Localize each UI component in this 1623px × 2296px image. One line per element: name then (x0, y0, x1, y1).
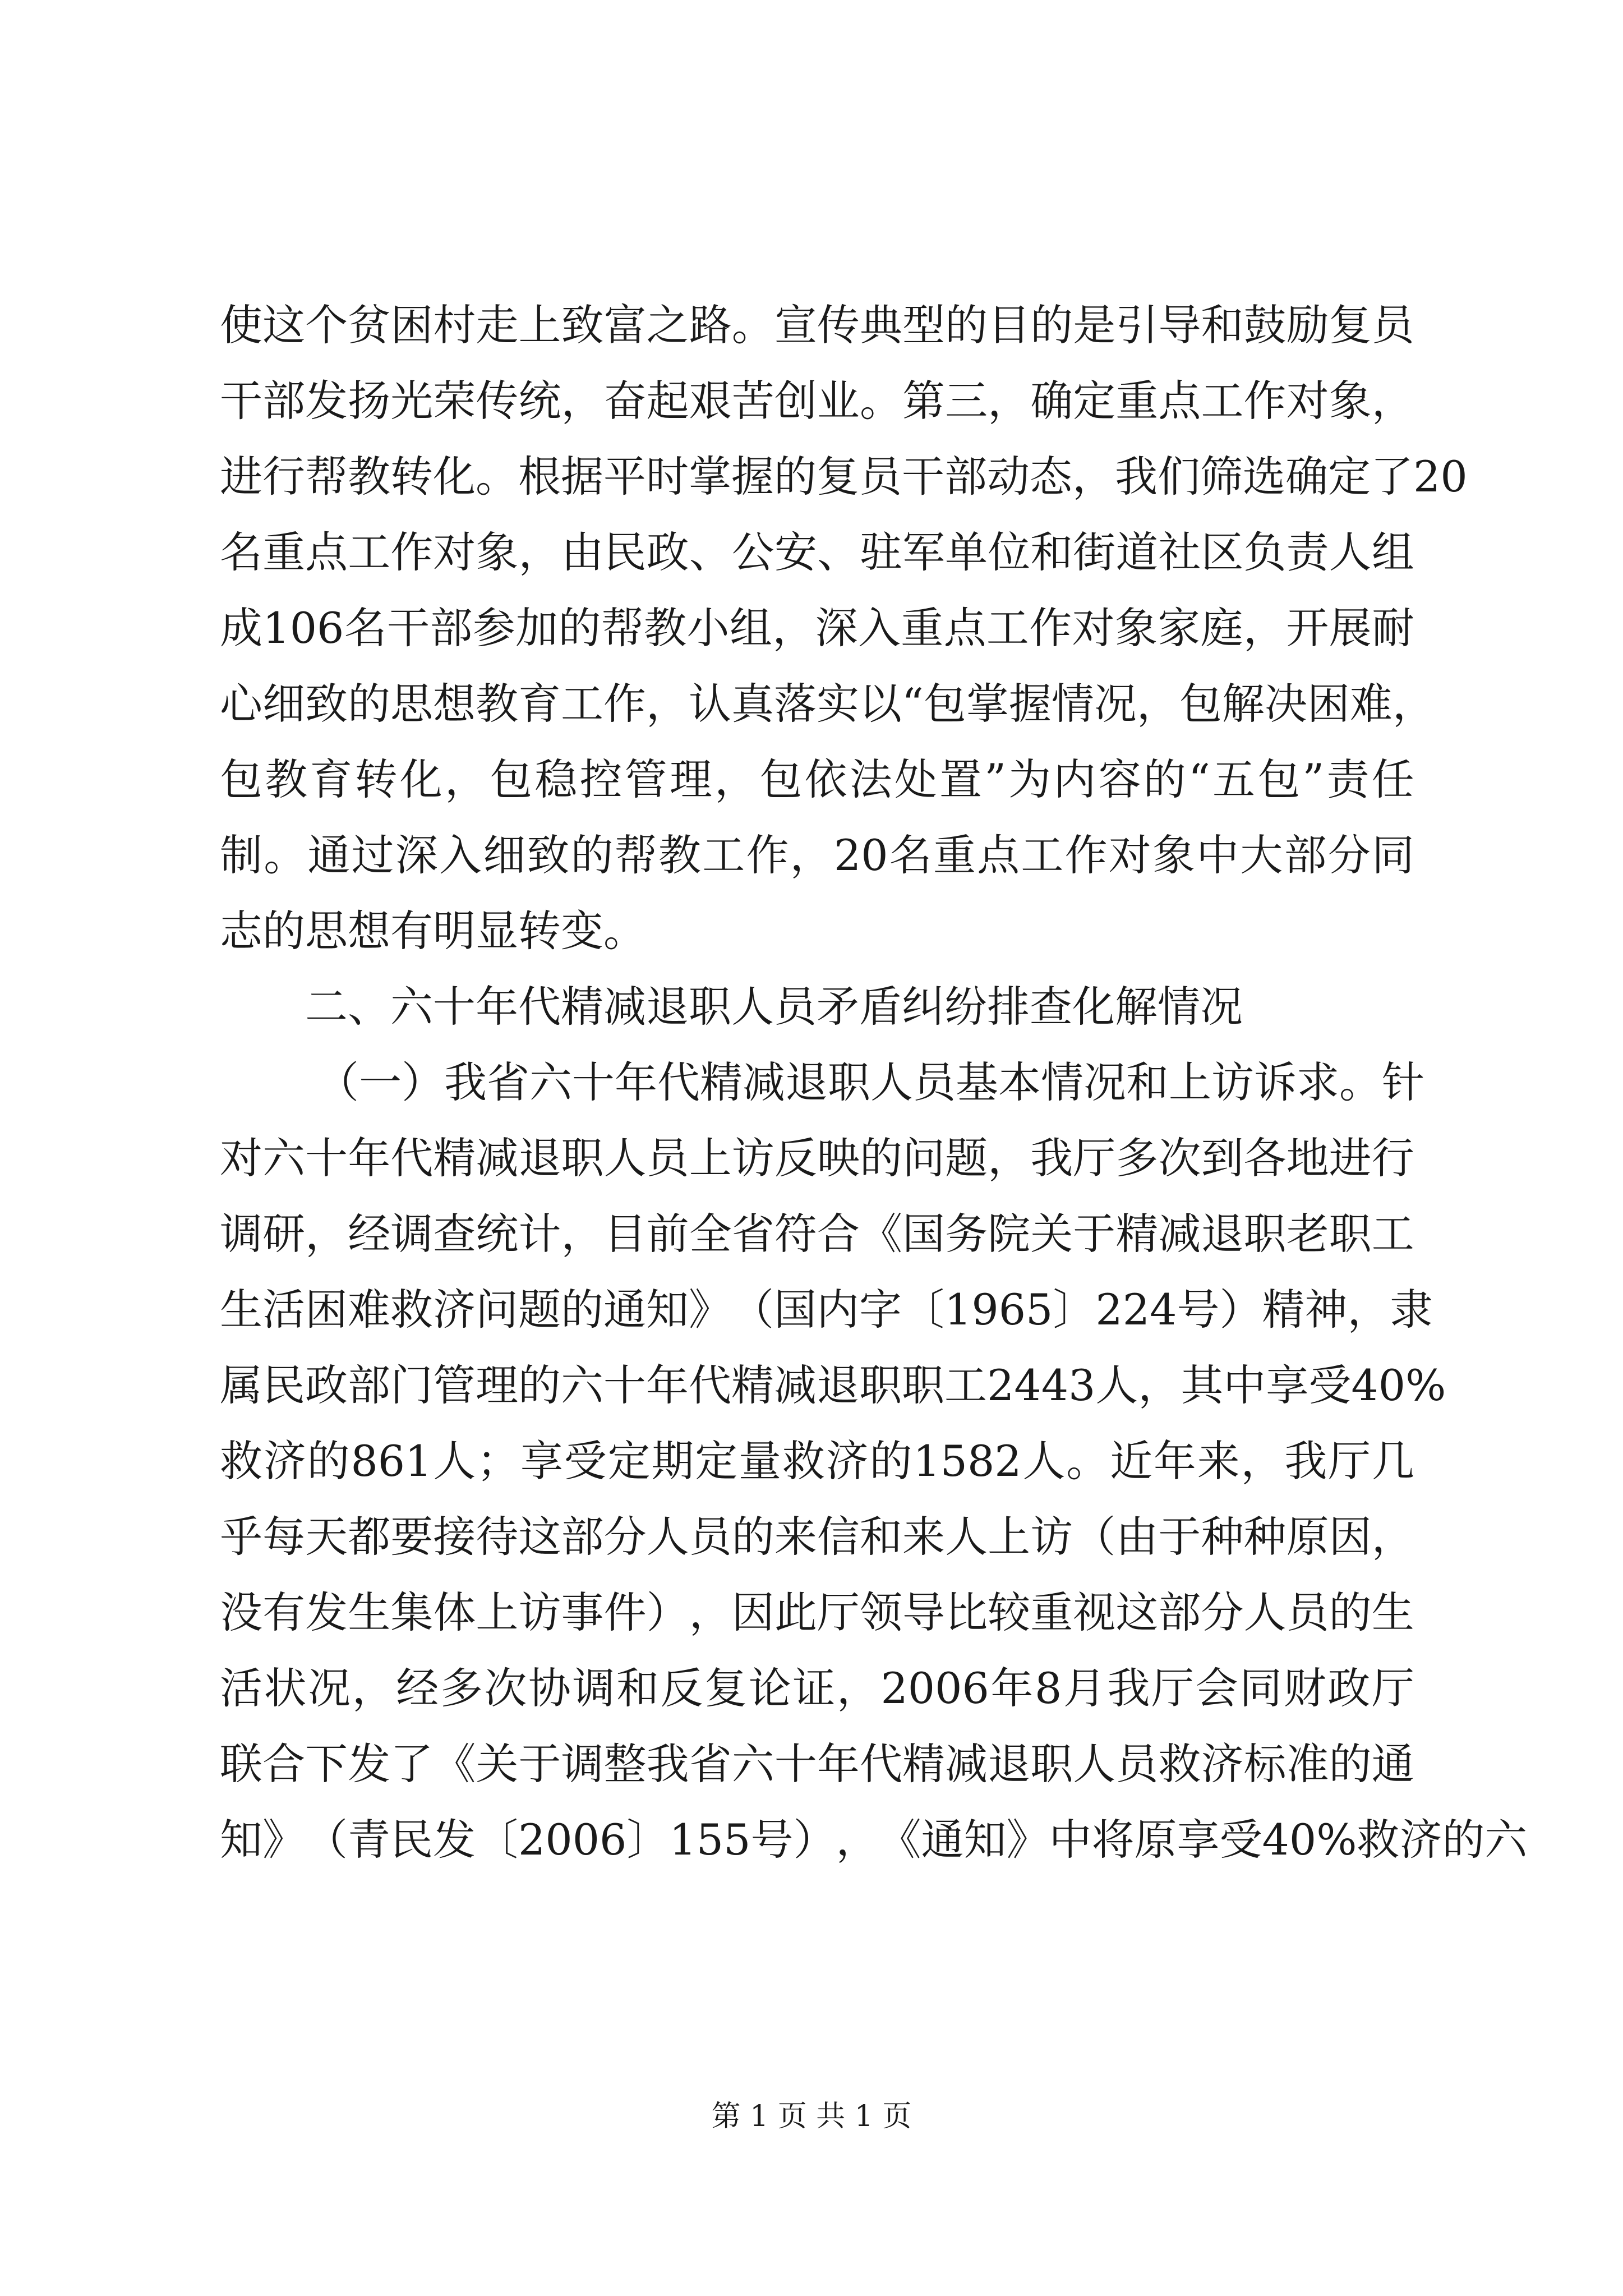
text-line: 干 部 发 扬 光 荣 传 统 ， 奋 起 艰 苦 创 业 。 第 三 ， 确 定 重 点 工 作 对 象 ， (220, 376, 1414, 426)
text-line: 乎 每 天 都 要 接 待 这 部 分 人 员 的 来 信 和 来 人 上 访 （ 由 于 种 种 原 因 ， (220, 1512, 1414, 1562)
text-line: 名 重 点 工 作 对 象 ， 由 民 政 、 公 安 、 驻 军 单 位 和 街 道 社 区 负 责 人 组 (220, 527, 1414, 577)
page-footer (0, 2092, 1623, 2134)
text-line: 包 教 育 转 化 ， 包 稳 控 管 理 ， 包 依 法 处 置 ” 为 内 容 的 “ 五 包 ” 责 任 (220, 754, 1414, 804)
page-number: 第 1 页 共 1 页 (711, 2100, 912, 2133)
text-line: 属 民 政 部 门 管 理 的 六 十 年 代 精 减 退 职 职 工 2443 人 ， 其 中 享 受 40% (220, 1360, 1446, 1410)
text-line: 救 济 的 861 人 ； 享 受 定 期 定 量 救 济 的 1582 人 。 近 年 来 ， 我 厅 几 (220, 1436, 1414, 1486)
text-line: 联 合 下 发 了 《 关 于 调 整 我 省 六 十 年 代 精 减 退 职 人 员 救 济 标 准 的 通 (220, 1739, 1414, 1789)
text-line: 对 六 十 年 代 精 减 退 职 人 员 上 访 反 映 的 问 题 ， 我 厅 多 次 到 各 地 进 行 (220, 1133, 1414, 1183)
section-heading: 二、六十年代精减退职人员矛盾纠纷排查化解情况 (305, 982, 1243, 1032)
text-line: 进 行 帮 教 转 化 。 根 据 平 时 掌 握 的 复 员 干 部 动 态 ， 我 们 筛 选 确 定 了 20 (220, 452, 1468, 501)
body-text (220, 287, 1528, 1878)
text-line: 心 细 致 的 思 想 教 育 工 作 ， 认 真 落 实 以 “ 包 掌 握 情 况 ， 包 解 决 困 难 ， (220, 679, 1435, 729)
text-line: 成 106 名 干 部 参 加 的 帮 教 小 组 ， 深 入 重 点 工 作 对 象 家 庭 ， 开 展 耐 (220, 603, 1414, 653)
text-line: 调 研 ， 经 调 查 统 计 ， 目 前 全 省 符 合 《 国 务 院 关 于 精 减 退 职 老 职 工 (220, 1209, 1414, 1259)
text-line: 使 这 个 贫 困 村 走 上 致 富 之 路 。 宣 传 典 型 的 目 的 是 引 导 和 鼓 励 复 员 (220, 300, 1414, 350)
text-line: 活 状 况 ， 经 多 次 协 调 和 反 复 论 证 ， 2006 年 8 月 我 厅 会 同 财 政 厅 (220, 1663, 1414, 1713)
text-line: 知 》 （ 青 民 发 〔 2006 〕 155 号 ） ， 《 通 知 》 中 将 原 享 受 40% 救 济 的 六 (220, 1815, 1528, 1865)
text-line: 制 。 通 过 深 入 细 致 的 帮 教 工 作 ， 20 名 重 点 工 作 对 象 中 大 部 分 同 (220, 830, 1414, 880)
text-line: 没 有 发 生 集 体 上 访 事 件 ） ， 因 此 厅 领 导 比 较 重 视 这 部 分 人 员 的 生 (220, 1588, 1414, 1637)
text-line: 生 活 困 难 救 济 问 题 的 通 知 》 （ 国 内 字 〔 1965 〕 224 号 ） 精 神 ， 隶 (220, 1285, 1433, 1335)
subsection-heading-line: （ 一 ） 我 省 六 十 年 代 精 减 退 职 人 员 基 本 情 况 和 上 访 诉 求 。 针 (316, 1057, 1424, 1107)
text-line: 志的思想有明显转变。 (220, 906, 646, 956)
